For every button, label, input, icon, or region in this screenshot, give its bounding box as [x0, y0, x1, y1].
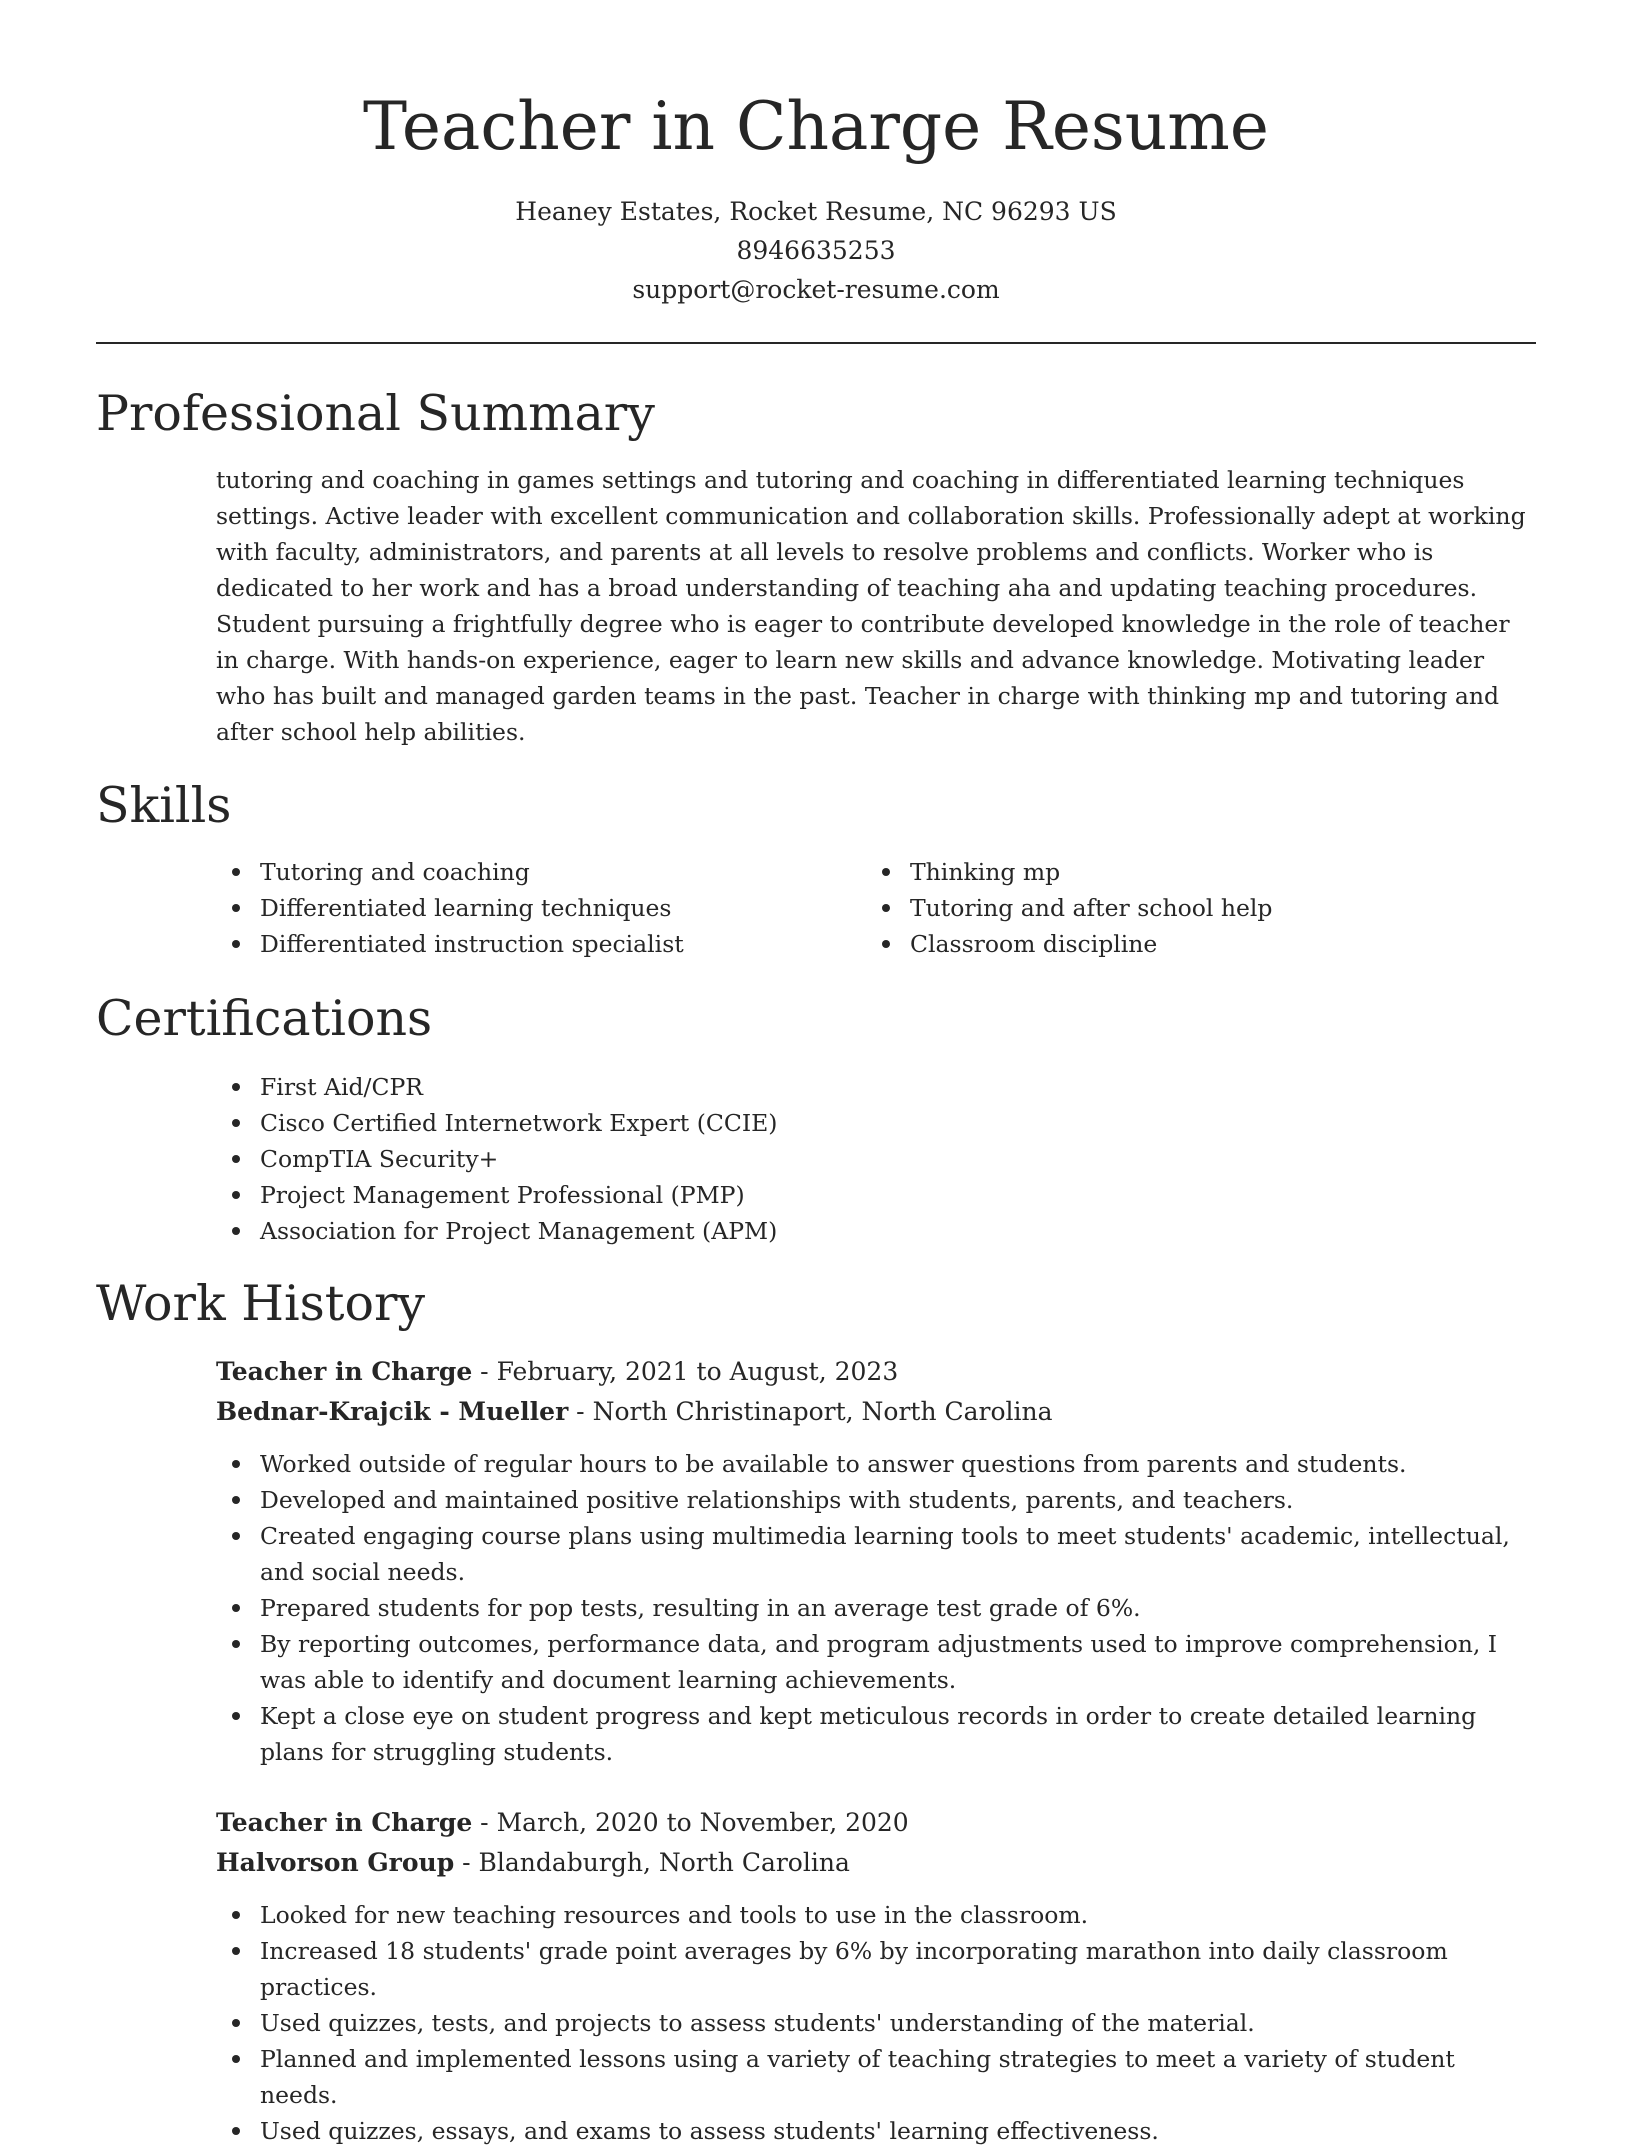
- job-bullet: Increased 18 students' grade point averages by 6% by incorporating marathon into daily classroom practices.: [216, 1933, 1536, 2005]
- skill-item: Tutoring and after school help: [866, 890, 1506, 926]
- job-dates: - March, 2020 to November, 2020: [472, 1808, 909, 1837]
- skill-item: Classroom discipline: [866, 926, 1506, 962]
- work-history-heading: Work History: [96, 1275, 426, 1332]
- contact-address: Heaney Estates, Rocket Resume, NC 96293 US: [515, 197, 1117, 226]
- skills-list-left: [216, 854, 856, 962]
- job-company: Halvorson Group: [216, 1848, 455, 1877]
- job-dates: - February, 2021 to August, 2023: [472, 1357, 899, 1386]
- job-bullet: Prepared students for pop tests, resulting in an average test grade of 6%.: [216, 1590, 1536, 1626]
- job-bullet: Created engaging course plans using multimedia learning tools to meet students' academic, intellectual, and social needs.: [216, 1518, 1536, 1590]
- skill-item: Thinking mp: [866, 854, 1506, 890]
- summary-heading: Professional Summary: [96, 385, 655, 442]
- job-bullet: Used quizzes, essays, and exams to assess students' learning effectiveness.: [216, 2113, 1536, 2149]
- job-title-line: [216, 1803, 909, 1843]
- job-bullets: [216, 1446, 1536, 1770]
- job-location: - Blandaburgh, North Carolina: [454, 1848, 850, 1877]
- summary-text: tutoring and coaching in games settings and tutoring and coaching in differentiated learning techniques settings. Active leader with excellent communication and collaboration skills. Professionally adept at working with faculty, administrators, and parents at all levels to resolve problems and conflicts. Worker who is dedicated to her work and has a broad understanding of teaching aha and updating teaching procedures. Student pursuing a frightfully degree who is eager to contribute developed knowledge in the role of teacher in charge. With hands-on experience, eager to learn new skills and advance knowledge. Motivating leader who has built and managed garden teams in the past. Teacher in charge with thinking mp and tutoring and after school help abilities.: [216, 466, 1526, 746]
- skill-item: Differentiated instruction specialist: [216, 926, 856, 962]
- certification-item: CompTIA Security+: [216, 1141, 1536, 1177]
- skills-list-right: [866, 854, 1506, 962]
- job-bullet: Kept a close eye on student progress and kept meticulous records in order to create detailed learning plans for struggling students.: [216, 1698, 1536, 1770]
- job-company-line: [216, 1843, 850, 1883]
- contact-phone: 8946635253: [736, 236, 896, 265]
- certification-item: First Aid/CPR: [216, 1069, 1536, 1105]
- job-bullet: Looked for new teaching resources and tools to use in the classroom.: [216, 1897, 1536, 1933]
- job-location: - North Christinaport, North Carolina: [568, 1397, 1053, 1426]
- certification-item: Project Management Professional (PMP): [216, 1177, 1536, 1213]
- certifications-list: [216, 1069, 1536, 1249]
- certifications-heading: Certifications: [96, 990, 433, 1047]
- job-bullet: Used quizzes, tests, and projects to assess students' understanding of the material.: [216, 2005, 1536, 2041]
- skill-item: Tutoring and coaching: [216, 854, 856, 890]
- job-bullet: By reporting outcomes, performance data, and program adjustments used to improve comprehension, I was able to identify and document learning achievements.: [216, 1626, 1536, 1698]
- job-title: Teacher in Charge: [216, 1357, 473, 1386]
- job-bullet: Worked outside of regular hours to be available to answer questions from parents and students.: [216, 1446, 1536, 1482]
- skill-item: Differentiated learning techniques: [216, 890, 856, 926]
- certification-item: Cisco Certified Internetwork Expert (CCIE): [216, 1105, 1536, 1141]
- job-bullets: [216, 1897, 1536, 2149]
- skills-heading: Skills: [96, 777, 232, 834]
- certification-item: Association for Project Management (APM): [216, 1213, 1536, 1249]
- job-bullet: Planned and implemented lessons using a variety of teaching strategies to meet a variety of student needs.: [216, 2041, 1536, 2113]
- contact-block: [0, 192, 1632, 309]
- job-company-line: [216, 1392, 1053, 1432]
- job-title-line: [216, 1352, 898, 1392]
- job-title: Teacher in Charge: [216, 1808, 473, 1837]
- job-bullet: Developed and maintained positive relationships with students, parents, and teachers.: [216, 1482, 1536, 1518]
- header-divider: [96, 342, 1536, 344]
- contact-email: support@rocket-resume.com: [632, 275, 1000, 304]
- resume-title: Teacher in Charge Resume: [363, 88, 1269, 165]
- job-company: Bednar-Krajcik - Mueller: [216, 1397, 569, 1426]
